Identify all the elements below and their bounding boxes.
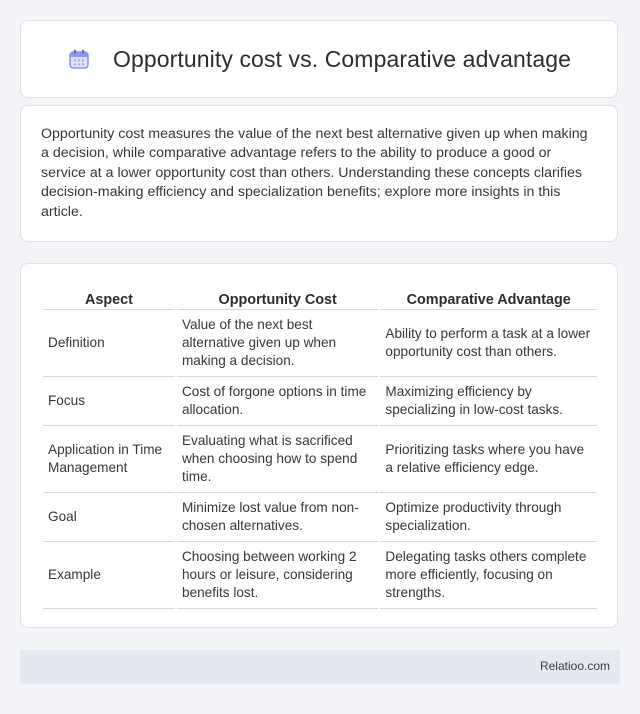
table-row bbox=[43, 542, 597, 609]
table-row bbox=[43, 493, 597, 542]
table-cell-aspect: Definition bbox=[43, 310, 175, 377]
table-cell-aspect: Focus bbox=[43, 377, 175, 426]
comparison-table-card bbox=[20, 263, 618, 628]
table-header-row bbox=[43, 284, 597, 310]
table-cell-opportunity-cost: Evaluating what is sacrificed when choosing how to spend time. bbox=[177, 426, 378, 493]
intro-paragraph: Opportunity cost measures the value of the next best alternative given up when making a decision, while comparative advantage refers to the ability to produce a good or service at a lower opportunity cost than others. Understanding these concepts clarifies decision-making efficiency and specialization benefits; explore more insights in this article. bbox=[41, 126, 588, 220]
table-cell-aspect: Application in Time Management bbox=[43, 426, 175, 493]
title-bar bbox=[21, 21, 617, 97]
page-title: Opportunity cost vs. Comparative advantage bbox=[112, 45, 572, 72]
table-cell-comparative-advantage: Prioritizing tasks where you have a relative efficiency edge. bbox=[380, 426, 597, 493]
table-cell-opportunity-cost: Value of the next best alternative given up when making a decision. bbox=[177, 310, 378, 377]
footer-brand: Relatioo.com bbox=[539, 659, 610, 673]
table-cell-aspect: Example bbox=[43, 542, 175, 609]
table-cell-comparative-advantage: Delegating tasks others complete more efficiently, focusing on strengths. bbox=[380, 542, 597, 609]
table-cell-opportunity-cost: Cost of forgone options in time allocation. bbox=[177, 377, 378, 426]
table-cell-comparative-advantage: Optimize productivity through specialization. bbox=[380, 493, 597, 542]
table-row bbox=[43, 377, 597, 426]
table-cell-comparative-advantage: Maximizing efficiency by specializing in low-cost tasks. bbox=[380, 377, 597, 426]
table-cell-aspect: Goal bbox=[43, 493, 175, 542]
column-header-opportunity-cost: Opportunity Cost bbox=[177, 284, 378, 310]
table-row bbox=[43, 310, 597, 377]
column-header-aspect: Aspect bbox=[43, 284, 175, 310]
table-cell-opportunity-cost: Choosing between working 2 hours or leisure, considering benefits lost. bbox=[177, 542, 378, 609]
table-row bbox=[43, 426, 597, 493]
column-header-comparative-advantage: Comparative Advantage bbox=[380, 284, 597, 310]
footer-bar bbox=[20, 650, 620, 684]
title-card bbox=[20, 20, 618, 98]
intro-card bbox=[20, 105, 618, 242]
comparison-table bbox=[41, 284, 599, 609]
table-cell-comparative-advantage: Ability to perform a task at a lower opportunity cost than others. bbox=[380, 310, 597, 377]
table-cell-opportunity-cost: Minimize lost value from non-chosen alternatives. bbox=[177, 493, 378, 542]
calendar-icon bbox=[67, 47, 91, 71]
